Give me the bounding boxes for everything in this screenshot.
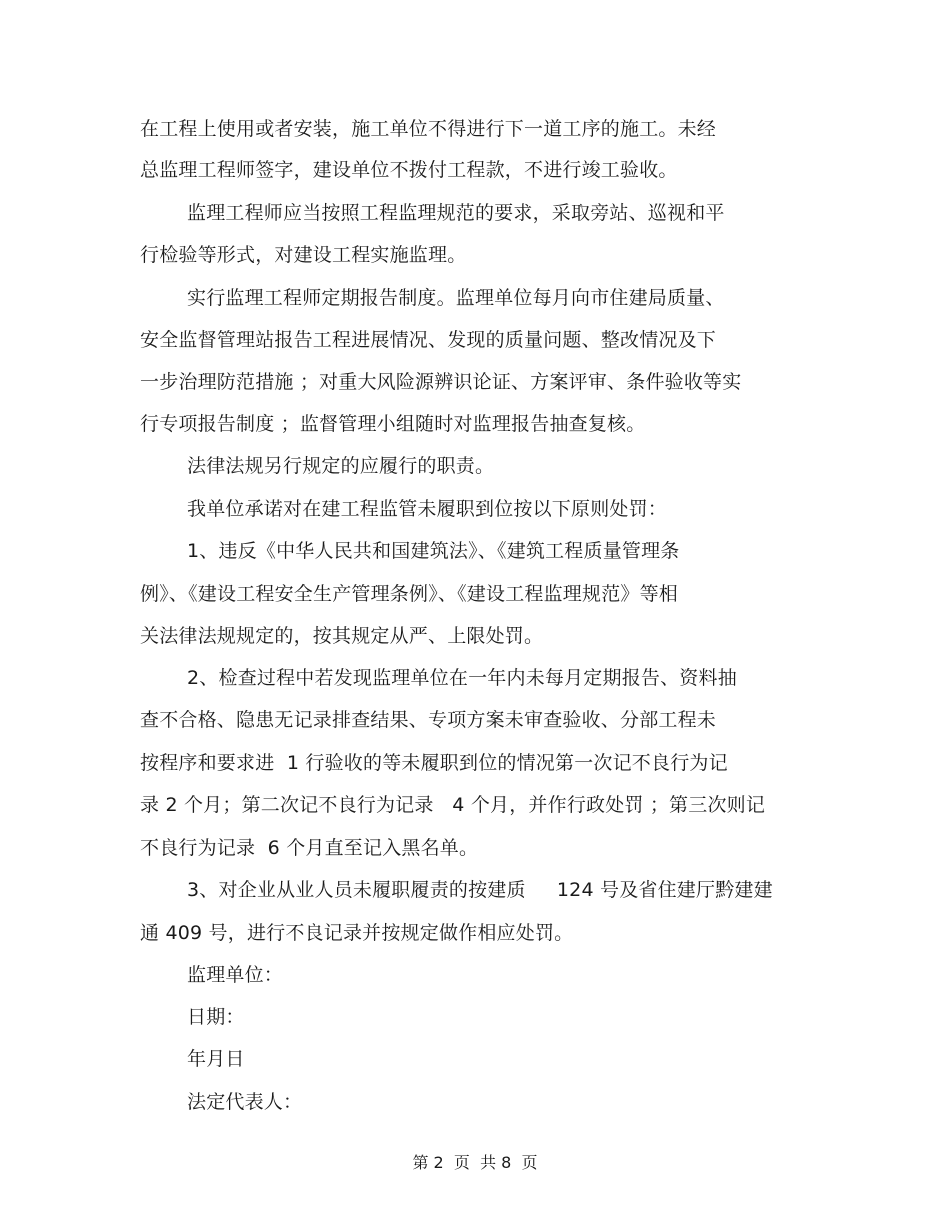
text-line: 一步治理防范措施 ；对重大风险源辨识论证、方案评审、条件验收等实 <box>140 371 742 393</box>
text-line: 不良行为记录 6 个月直至记入黑名单。 <box>140 837 479 859</box>
text-line: 通 409 号，进行不良记录并按规定做作相应处罚。 <box>140 922 574 944</box>
text-line: 录 2 个月；第二次记不良行为记录 4 个月，并作行政处罚 ；第三次则记 <box>140 794 766 816</box>
text-line: 在工程上使用或者安装，施工单位不得进行下一道工序的施工。未经 <box>140 118 717 140</box>
text-line: 行专项报告制度 ；监督管理小组随时对监理报告抽查复核。 <box>140 413 646 435</box>
page-footer: 第 2 页 共 8 页 <box>412 1153 538 1172</box>
text-line: 查不合格、隐患无记录排查结果、专项方案未审查验收、分部工程未 <box>140 709 717 731</box>
paragraph-start: 法律法规另行规定的应履行的职责。 <box>187 455 495 477</box>
text-line: 按程序和要求进 1 行验收的等未履职到位的情况第一次记不良行为记 <box>140 752 728 774</box>
paragraph-start: 实行监理工程师定期报告制度。监理单位每月向市住建局质量、 <box>187 287 725 309</box>
text-line: 总监理工程师签字，建设单位不拨付工程款，不进行竣工验收。 <box>140 159 678 181</box>
legal-representative-label: 法定代表人： <box>187 1091 303 1113</box>
text-line: 安全监督管理站报告工程进展情况、发现的质量问题、整改情况及下 <box>140 329 717 351</box>
paragraph-start: 2、检查过程中若发现监理单位在一年内未每月定期报告、资料抽 <box>187 667 737 689</box>
paragraph-start: 3、对企业从业人员未履职履责的按建质 124 号及省住建厅黔建建 <box>187 879 773 901</box>
text-line: 关法律法规规定的，按其规定从严、上限处罚。 <box>140 625 544 647</box>
text-line: 行检验等形式，对建设工程实施监理。 <box>140 244 467 266</box>
paragraph-start: 1、违反《中华人民共和国建筑法》、《建筑工程质量管理条 <box>187 540 680 562</box>
paragraph-start: 我单位承诺对在建工程监管未履职到位按以下原则处罚： <box>187 498 668 520</box>
signature-unit-label: 监理单位： <box>187 964 284 986</box>
text-line: 例》、《建设工程安全生产管理条例》、《建设工程监理规范》等相 <box>140 583 679 605</box>
date-label: 日期： <box>187 1006 245 1028</box>
date-format-label: 年月日 <box>187 1048 245 1070</box>
paragraph-start: 监理工程师应当按照工程监理规范的要求，采取旁站、巡视和平 <box>187 202 725 224</box>
